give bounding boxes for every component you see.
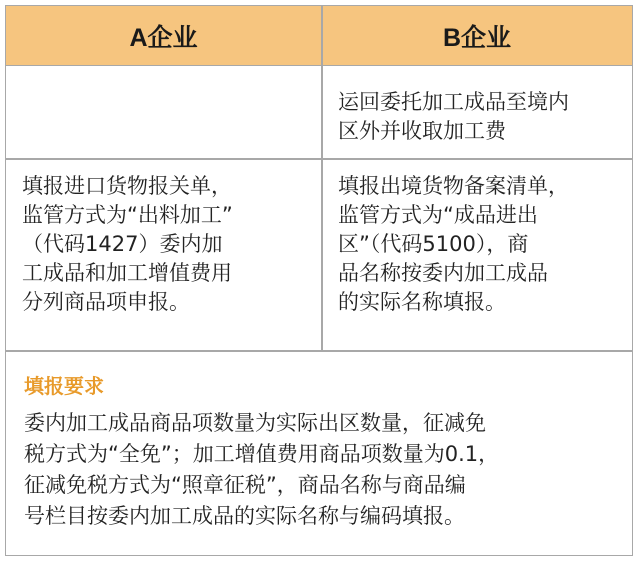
body-column-divider bbox=[321, 66, 323, 350]
row-divider-2 bbox=[6, 350, 632, 352]
row2-enterprise-a-cell: 填报进口货物报关单， 监管方式为“出料加工” （代码1427）委内加 工成品和加工增值费用 分列商品项申报。 bbox=[22, 174, 233, 314]
row2-enterprise-b-cell: 填报出境货物备案清单， 监管方式为“成品进出 区”（代码5100），商 品名称按委内加工成品 的实际名称填报。 bbox=[338, 174, 569, 314]
customs-filing-table bbox=[5, 5, 633, 556]
row1-enterprise-b-cell: 运回委托加工成品至境内 区外并收取加工费 bbox=[338, 90, 569, 143]
header-column-divider bbox=[321, 6, 323, 66]
requirements-body: 委内加工成品商品项数量为实际出区数量，征减免 税方式为“全免”；加工增值费用商品项数量为0.1， 征减免税方式为“照章征税”，商品名称与商品编 号栏目按委内加工成品的实际名称与编码填报。 bbox=[24, 411, 500, 528]
requirements-title: 填报要求 bbox=[24, 374, 104, 398]
header-enterprise-a: A企业 bbox=[129, 23, 198, 52]
row-divider-1 bbox=[6, 158, 632, 160]
header-enterprise-b: B企业 bbox=[442, 23, 512, 52]
table-header bbox=[6, 6, 632, 66]
